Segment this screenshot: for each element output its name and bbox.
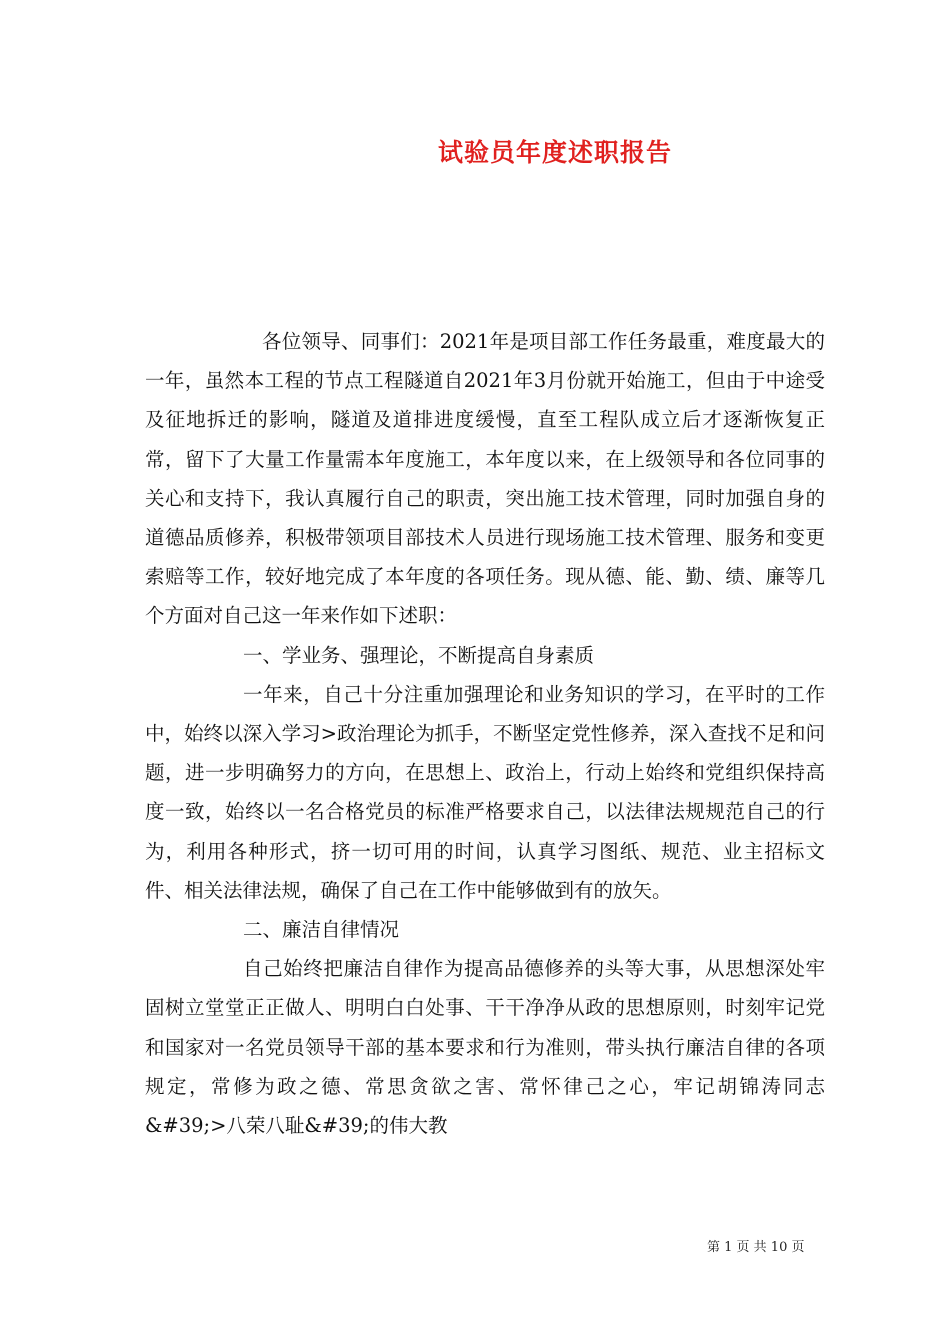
paragraph-intro: 各位领导、同事们：2021年是项目部工作任务最重，难度最大的一年，虽然本工程的节点工程隧道自2021年3月份就开始施工，但由于中途受及征地拆迁的影响，隧道及道排进度缓慢，直至工程队成立后才逐渐恢复正常，留下了大量工作量需本年度施工，本年度以来，在上级领导和各位同事的关心和支持下，我认真履行自己的职责，突出施工技术管理，同时加强自身的道德品质修养，积极带领项目部技术人员进行现场施工技术管理、服务和变更索赔等工作，较好地完成了本年度的各项任务。现从德、能、勤、绩、廉等几个方面对自己这一年来作如下述职： xyxy=(145,330,825,628)
document-body xyxy=(145,322,825,1145)
paragraph-integrity: 自己始终把廉洁自律作为提高品德修养的头等大事，从思想深处牢固树立堂堂正正做人、明明白白处事、干干净净从政的思想原则，时刻牢记党和国家对一名党员领导干部的基本要求和行为准则，带头执行廉洁自律的各项规定，常修为政之德、常思贪欲之害、常怀律己之心，牢记胡锦涛同志&#39;>八荣八耻&#39;的伟大教 xyxy=(145,957,825,1138)
document-title: 试验员年度述职报告 xyxy=(437,138,672,167)
paragraph-study: 一年来，自己十分注重加强理论和业务知识的学习，在平时的工作中，始终以深入学习>政治理论为抓手，不断坚定党性修养，深入查找不足和问题，进一步明确努力的方向，在思想上、政治上，行动上始终和党组织保持高度一致，始终以一名合格党员的标准严格要求自己，以法律法规规范自己的行为，利用各种形式，挤一切可用的时间，认真学习图纸、规范、业主招标文件、相关法律法规，确保了自己在工作中能够做到有的放矢。 xyxy=(145,682,825,902)
page-number-footer: 第 1 页 共 10 页 xyxy=(707,1240,805,1255)
section-heading-2: 二、廉洁自律情况 xyxy=(243,918,400,942)
section-heading-1: 一、学业务、强理论，不断提高自身素质 xyxy=(243,643,595,667)
